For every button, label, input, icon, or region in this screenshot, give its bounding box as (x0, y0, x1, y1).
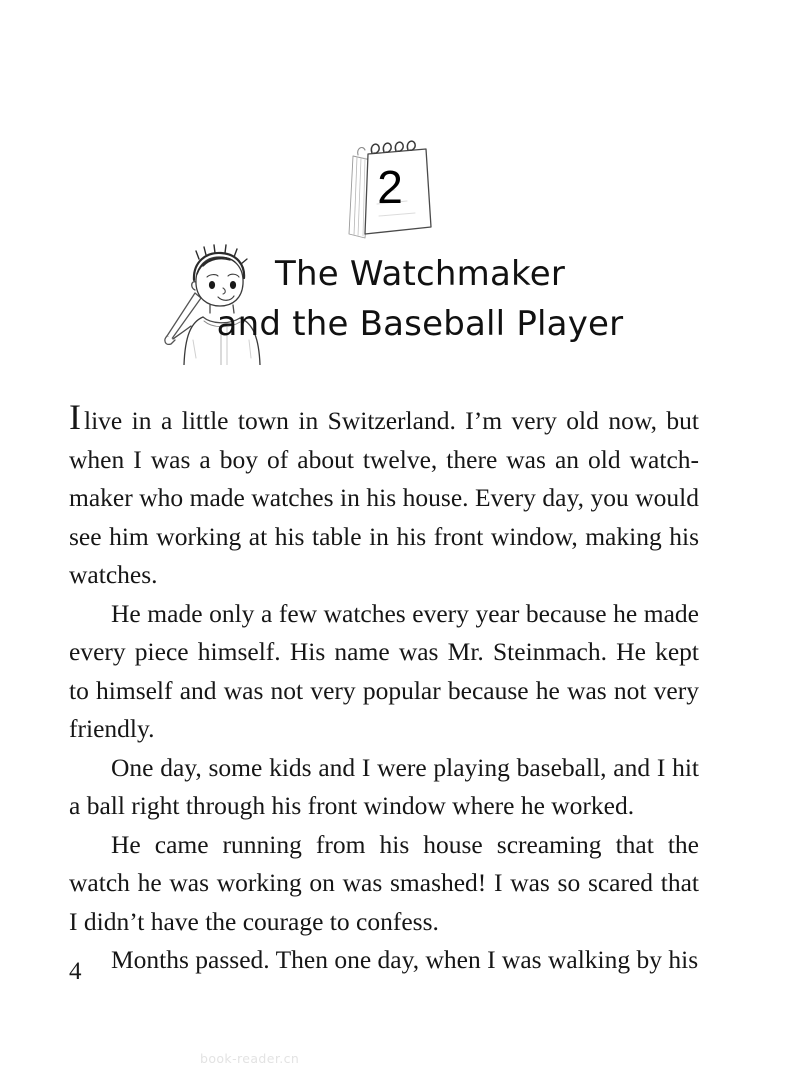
chapter-title-line-1: The Watchmaker (274, 254, 566, 294)
paragraph-5: Months passed. Then one day, when I was walking by his (111, 945, 699, 974)
paragraph-3: One day, some kids and I were playing baseball, and I hit a ball right through his front window where he worked. (69, 752, 699, 820)
chapter-number: 2 (377, 161, 403, 213)
chapter-title-line-2: and the Baseball Player (216, 304, 624, 344)
chapter-title (150, 250, 690, 348)
body-text (69, 397, 699, 980)
drop-cap: I (69, 397, 81, 437)
page-number: 4 (69, 958, 82, 985)
paragraph-4: He came running from his house screaming that the watch he was working on was smashed! I was so scared that I didn’t have the courage to confess. (69, 829, 699, 936)
chapter-header (0, 128, 800, 378)
paragraph-1 (69, 397, 699, 595)
paragraph-1-text: live in a little town in Switzerland. I’m very old now, but when I was a boy of about twelve, there was an old watch-maker who made watches in his house. Every day, you would see him working at his table in his front window, making his watches. (69, 406, 699, 589)
footer-watermark: book-reader.cn (200, 1051, 300, 1066)
paragraph-2: He made only a few watches every year because he made every piece himself. His name was Mr. Steinmach. He kept to himself and was not very popular because he was not very friendly. (69, 598, 699, 743)
